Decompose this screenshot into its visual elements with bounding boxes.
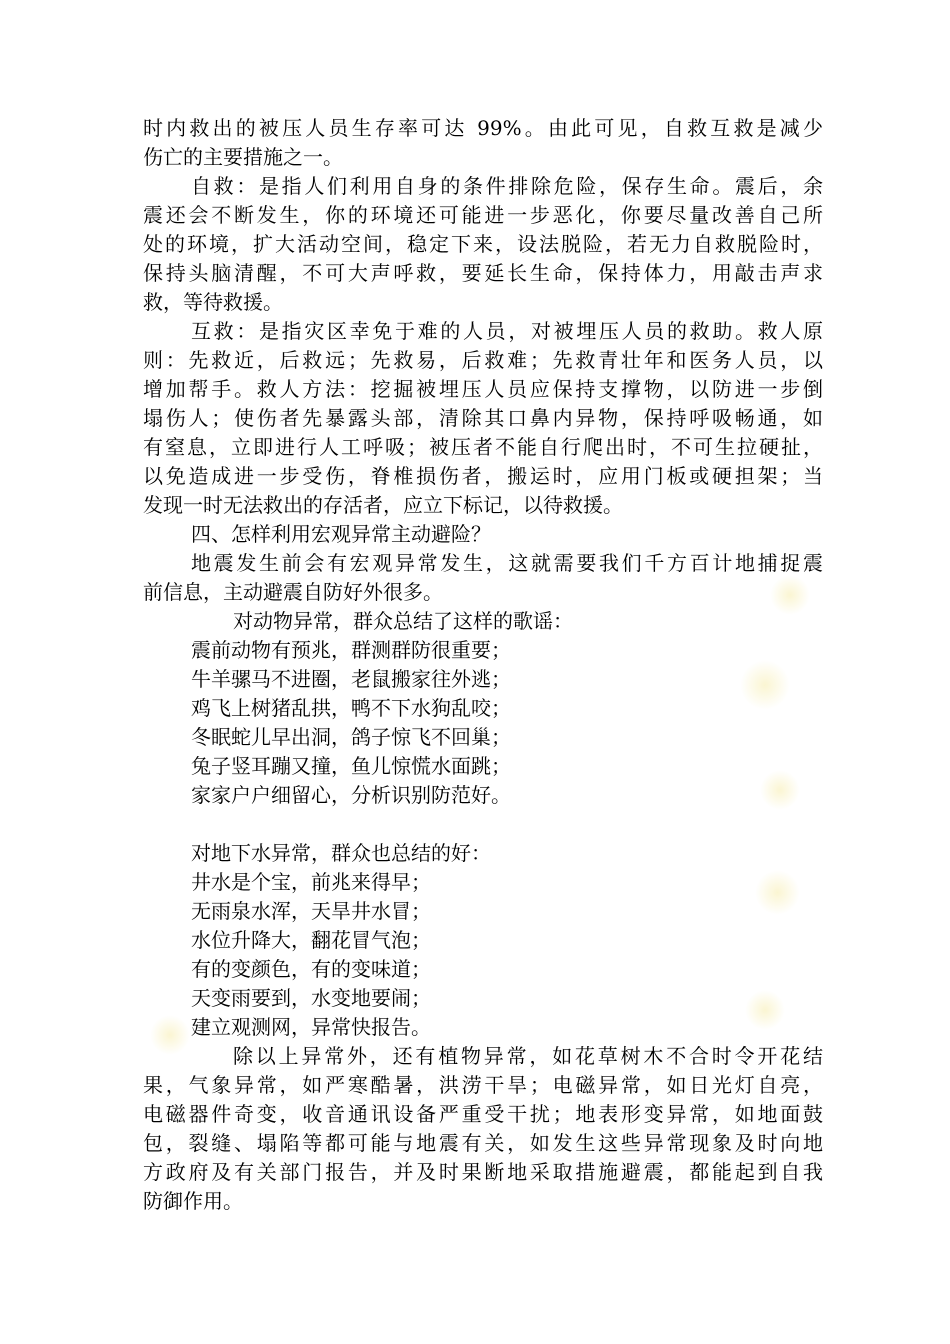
document-body: [143, 114, 823, 1216]
rhyme-verse: 井水是个宝，前兆来得早；: [191, 870, 431, 894]
paragraph-closing: [143, 1042, 823, 1216]
text-line: 发现一时无法救出的存活者，应立下标记，以待救援。: [143, 493, 623, 517]
text-line: 有窒息，立即进行人工呼吸；被压者不能自行爬出时，不可生拉硬扯，: [143, 435, 823, 459]
text-line: 果，气象异常，如严寒酷暑，洪涝干旱；电磁异常，如日光灯自亮，: [143, 1073, 823, 1097]
rhyme-verse: 有的变颜色，有的变味道；: [191, 957, 431, 981]
text-line: 自救：是指人们利用自身的条件排除危险，保存生命。震后，余: [191, 174, 823, 198]
text-line: 救，等待救援。: [143, 290, 283, 314]
text-line: 除以上异常外，还有植物异常，如花草树木不合时令开花结: [233, 1044, 823, 1068]
paragraph-macro-anomaly: [143, 549, 823, 607]
text-line: 塌伤人；使伤者先暴露头部，清除其口鼻内异物，保持呼吸畅通，如: [143, 406, 823, 430]
animal-rhyme: [143, 607, 823, 810]
text-line: 防御作用。: [143, 1189, 243, 1213]
text-line: 时内救出的被压人员生存率可达 99%。由此可见，自救互救是减少: [143, 116, 823, 140]
paragraph-mutual-rescue: [143, 317, 823, 520]
rhyme-verse: 水位升降大，翻花冒气泡；: [191, 928, 431, 952]
text-line: 震还会不断发生，你的环境还可能进一步恶化，你要尽量改善自己所: [143, 203, 823, 227]
paragraph-self-rescue: [143, 172, 823, 317]
text-line: 以免造成进一步受伤，脊椎损伤者，搬运时，应用门板或硬担架；当: [143, 464, 823, 488]
rhyme-verse: 冬眠蛇儿早出洞，鸽子惊飞不回巢；: [191, 725, 511, 749]
rhyme-verse: 牛羊骡马不进圈，老鼠搬家往外逃；: [191, 667, 511, 691]
rhyme-verse: 震前动物有预兆，群测群防很重要；: [191, 638, 511, 662]
text-line: 互救：是指灾区幸免于难的人员，对被埋压人员的救助。救人原: [191, 319, 823, 343]
rhyme-verse: 建立观测网，异常快报告。: [191, 1015, 431, 1039]
text-line: 保持头脑清醒，不可大声呼救，要延长生命，保持体力，用敲击声求: [143, 261, 823, 285]
rhyme-verse: 天变雨要到，水变地要闹；: [191, 986, 431, 1010]
rhyme-intro: 对动物异常，群众总结了这样的歌谣：: [233, 609, 573, 633]
paragraph-intro-end: [143, 114, 823, 172]
text-line: 伤亡的主要措施之一。: [143, 145, 343, 169]
text-line: 地震发生前会有宏观异常发生，这就需要我们千方百计地捕捉震: [191, 551, 823, 575]
text-line: 电磁器件奇变，收音通讯设备严重受干扰；地表形变异常，如地面鼓: [143, 1102, 823, 1126]
text-line: 包，裂缝、塌陷等都可能与地震有关，如发生这些异常现象及时向地: [143, 1131, 823, 1155]
text-line: 方政府及有关部门报告，并及时果断地采取措施避震，都能起到自我: [143, 1160, 823, 1184]
rhyme-verse: 无雨泉水浑，天旱井水冒；: [191, 899, 431, 923]
water-rhyme: [143, 839, 823, 1042]
blank-line: [143, 810, 823, 839]
text-line: 增加帮手。救人方法：挖掘被埋压人员应保持支撑物，以防进一步倒: [143, 377, 823, 401]
rhyme-intro: 对地下水异常，群众也总结的好：: [191, 841, 491, 865]
text-line: 前信息，主动避震自防好外很多。: [143, 580, 443, 604]
text-line: 处的环境，扩大活动空间，稳定下来，设法脱险，若无力自救脱险时，: [143, 232, 823, 256]
rhyme-verse: 家家户户细留心，分析识别防范好。: [191, 783, 511, 807]
rhyme-verse: 兔子竖耳蹦又撞，鱼儿惊慌水面跳；: [191, 754, 511, 778]
section-heading: [143, 520, 823, 549]
text-line: 则：先救近，后救远；先救易，后救难；先救青壮年和医务人员，以: [143, 348, 823, 372]
rhyme-verse: 鸡飞上树猪乱拱，鸭不下水狗乱咬；: [191, 696, 511, 720]
section-title: 四、怎样利用宏观异常主动避险？: [191, 522, 491, 546]
